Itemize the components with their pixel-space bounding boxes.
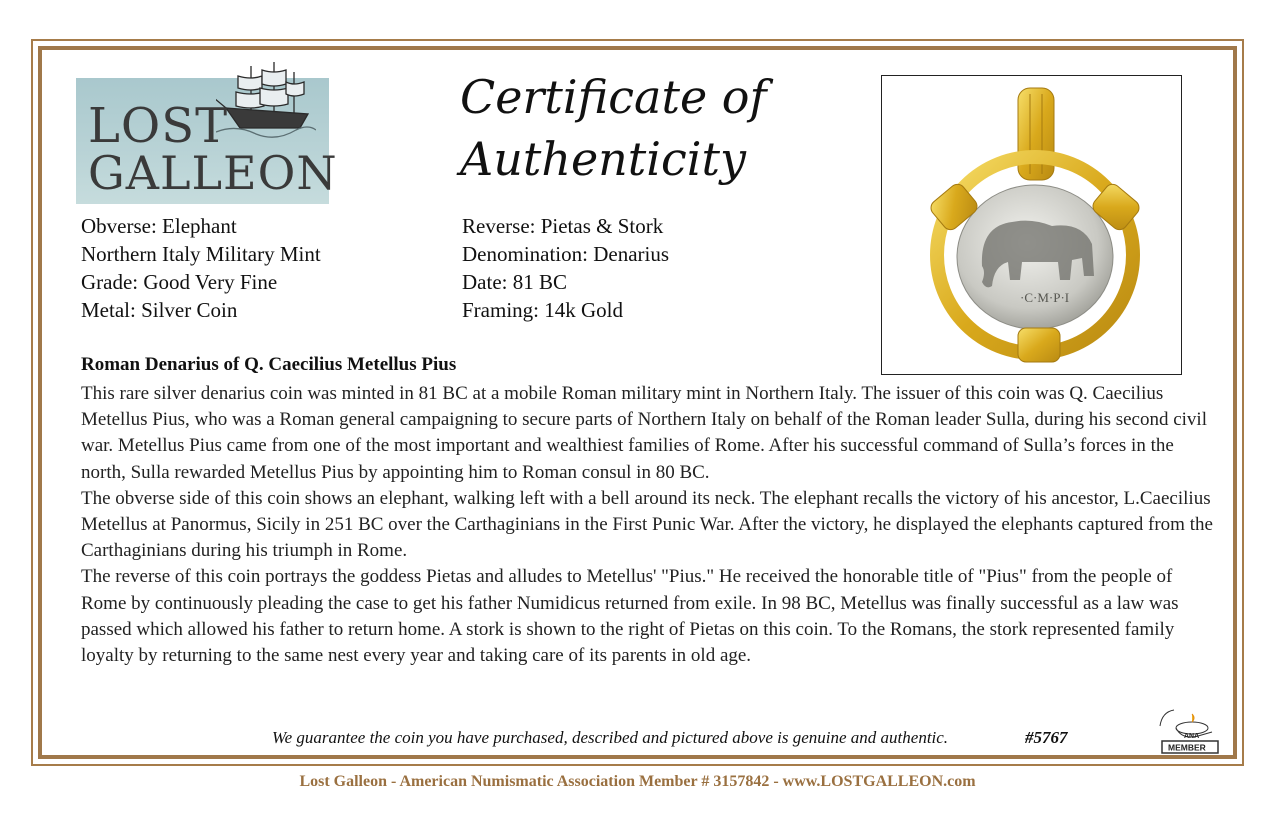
description-paragraph: The obverse side of this coin shows an elephant, walking left with a bell around its neck. The elephant recalls the victory of his ancestor, L.Caecilius Metellus at Panormus, Sicily in 251 BC over the Carthaginians in the First Punic War. After the victory, he displayed the elephants captured from the Carthaginians during his triumph in Rome. (81, 487, 1213, 562)
coin-legend: ·C·M·P·I (1020, 290, 1070, 305)
spec-metal: Metal: Silver Coin (81, 298, 238, 322)
specs-left (81, 212, 321, 324)
description-paragraph: The reverse of this coin portrays the goddess Pietas and alludes to Metellus' "Pius." He received the honorable title of "Pius" from the people of Rome by continuously pleading the case to get his father Numidicus returned from exile. In 98 BC, Metellus was finally successful as a law was passed which allowed his father to return home. A stork is shown to the right of Pietas on this coin. To the Romans, the stork represented family loyalty by returning to the same nest every year and taking care of its parents in old age. (81, 566, 1179, 667)
spec-reverse: Reverse: Pietas & Stork (462, 214, 664, 238)
logo-text-lost: LOST (88, 98, 229, 154)
spec-grade: Grade: Good Very Fine (81, 270, 278, 294)
footer-membership-line: Lost Galleon - American Numismatic Association Member # 3157842 - www.LOSTGALLEON.com (299, 773, 976, 790)
spec-mint: Northern Italy Military Mint (81, 242, 321, 266)
guarantee-statement: We guarantee the coin you have purchased, described and pictured above is genuine and authentic. (272, 728, 949, 747)
certificate-title (460, 66, 840, 190)
description-paragraph: This rare silver denarius coin was minted in 81 BC at a mobile Roman military mint in Northern Italy. The issuer of this coin was Q. Caecilius Metellus Pius, who was a Roman general campaigning to secure parts of Northern Italy on behalf of the Roman leader Sulla, during his second civil war. Metellus Pius came from one of the most important and wealthiest families of Rome. After his successful command of Sulla’s forces in the north, Sulla rewarded Metellus Pius by appointing him to Roman consul in 80 BC. (81, 383, 1207, 483)
spec-denomination: Denomination: Denarius (462, 242, 670, 266)
title-line-1: Certificate of (460, 70, 767, 124)
lost-galleon-logo (76, 58, 338, 204)
coin-pendant-image (882, 76, 1181, 374)
specs-right (462, 212, 669, 324)
description-body (81, 381, 1216, 669)
logo-text-galleon: GALLEON (88, 146, 338, 200)
ana-badge-top: ANA (1184, 733, 1200, 740)
galleon-ship-icon (216, 58, 316, 140)
spec-date: Date: 81 BC (462, 270, 567, 294)
spec-framing: Framing: 14k Gold (462, 298, 623, 322)
spec-obverse: Obverse: Elephant (81, 214, 237, 238)
certificate-number: #5767 (1025, 728, 1068, 747)
ana-badge-bottom: MEMBER (1168, 742, 1206, 753)
title-line-2: Authenticity (460, 132, 746, 186)
description-heading: Roman Denarius of Q. Caecilius Metellus Pius (81, 354, 457, 375)
ana-member-badge-icon (1152, 708, 1222, 756)
coin-photo (881, 75, 1182, 375)
